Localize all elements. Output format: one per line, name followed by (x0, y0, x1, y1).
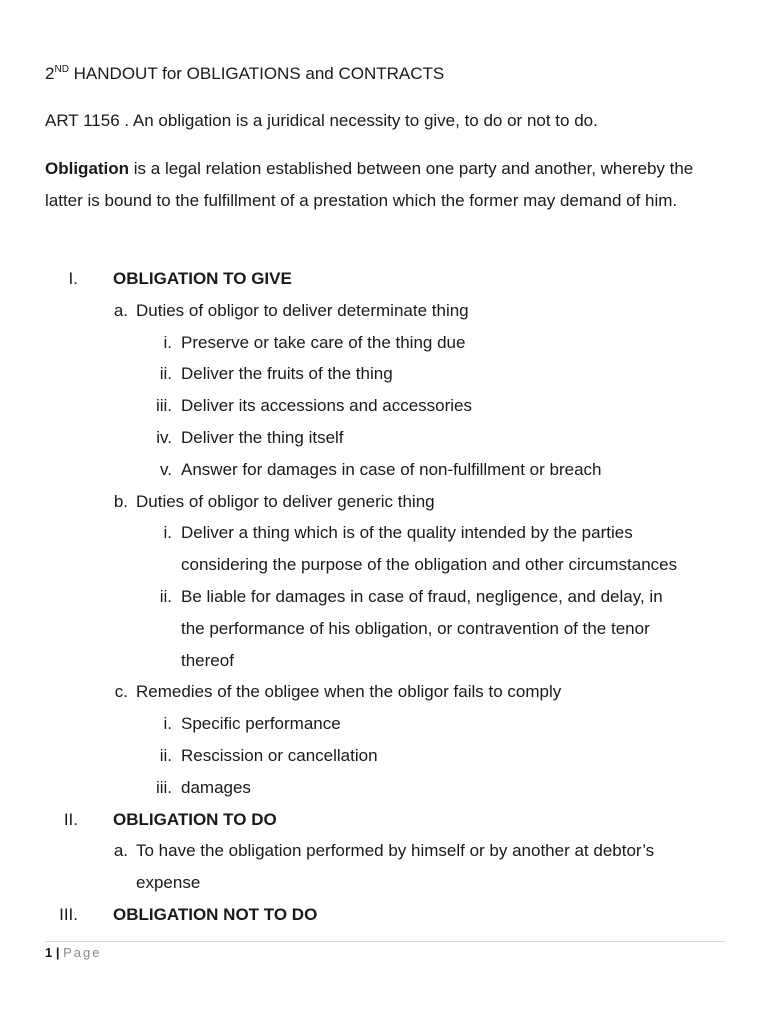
outline-item-text: Deliver its accessions and accessories (181, 396, 473, 416)
outline-list (0, 263, 768, 931)
outline-item-level-2 (0, 486, 768, 518)
outline-item-level-3 (0, 390, 768, 422)
outline-item-number: b. (113, 491, 128, 511)
footer-separator: | (52, 945, 64, 960)
outline-item-text: considering the purpose of the obligation and other circumstances (181, 555, 678, 575)
outline-item-number: ii. (159, 745, 172, 765)
article-text: ART 1156 . An obligation is a juridical necessity to give, to do or not to do. (45, 111, 598, 130)
outline-item-text: OBLIGATION TO DO (113, 809, 277, 829)
outline-item-level-2 (0, 867, 768, 899)
outline-item-number: a. (113, 841, 128, 861)
outline-item-number: ii. (159, 586, 172, 606)
outline-item-text: OBLIGATION TO GIVE (113, 269, 292, 288)
outline-item-text: Deliver the fruits of the thing (181, 364, 393, 384)
outline-item-number: ii. (159, 364, 172, 384)
outline-item-text: To have the obligation performed by himself or by another at debtor’s (136, 841, 655, 861)
outline-item-level-3 (0, 708, 768, 740)
outline-item-text: the performance of his obligation, or contravention of the tenor (181, 618, 650, 638)
outline-item-number: v. (160, 459, 172, 479)
outline-item-number: i. (163, 714, 172, 734)
page-footer (45, 944, 101, 962)
outline-item-level-3 (0, 549, 768, 581)
outline-item-text: Deliver a thing which is of the quality intended by the parties (181, 523, 633, 543)
outline-item-text: thereof (181, 650, 234, 670)
definition-term: Obligation (45, 159, 130, 178)
outline-item-text: Rescission or cancellation (181, 745, 378, 765)
outline-item-level-3 (0, 517, 768, 549)
outline-item-level-1 (0, 899, 768, 931)
page-label: Page (63, 945, 102, 960)
outline-item-level-1 (0, 263, 768, 295)
outline-item-text: expense (136, 873, 201, 893)
outline-item-number: II. (63, 809, 78, 829)
outline-item-text: Answer for damages in case of non-fulfillment or breach (181, 459, 602, 479)
outline-item-text: Specific performance (181, 714, 341, 734)
outline-item-level-1 (0, 804, 768, 836)
outline-item-number: c. (114, 682, 128, 702)
outline-item-number: a. (113, 300, 128, 320)
outline-item-text: Deliver the thing itself (181, 427, 344, 447)
outline-item-level-2 (0, 295, 768, 327)
outline-item-level-2 (0, 676, 768, 708)
outline-item-number: iii. (155, 396, 172, 416)
outline-item-text: Duties of obligor to deliver generic thing (136, 491, 435, 511)
outline-item-level-3 (0, 645, 768, 677)
definition-text: is a legal relation established between one party and another, whereby the latter is bound to the fulfillment of a prestation which the former may demand of him. (45, 159, 694, 210)
outline-item-level-3 (0, 581, 768, 613)
outline-item-level-3 (0, 454, 768, 486)
outline-item-text: Duties of obligor to deliver determinate thing (136, 300, 469, 320)
outline-item-number: i. (163, 523, 172, 543)
outline-item-level-3 (0, 740, 768, 772)
outline-item-text: Preserve or take care of the thing due (181, 332, 466, 352)
outline-item-text: Remedies of the obligee when the obligor fails to comply (136, 682, 562, 702)
outline-item-text: Be liable for damages in case of fraud, negligence, and delay, in (181, 586, 663, 606)
page-number: 1 (45, 945, 53, 960)
outline-item-number: i. (163, 332, 172, 352)
outline-item-text: damages (181, 777, 251, 797)
outline-item-level-3 (0, 327, 768, 359)
title-superscript: ND (54, 64, 69, 75)
outline-item-number: iii. (155, 777, 172, 797)
outline-item-number: I. (68, 269, 78, 288)
outline-item-level-2 (0, 835, 768, 867)
outline-item-level-3 (0, 772, 768, 804)
footer-divider (45, 941, 725, 942)
outline-item-level-3 (0, 358, 768, 390)
outline-item-number: III. (59, 904, 78, 924)
document-title: 2ND HANDOUT for OBLIGATIONS and CONTRACTS (45, 64, 445, 83)
outline-item-number: iv. (156, 427, 172, 447)
definition-paragraph (45, 153, 735, 216)
outline-item-level-3 (0, 613, 768, 645)
outline-item-level-3 (0, 422, 768, 454)
outline-item-text: OBLIGATION NOT TO DO (113, 904, 318, 924)
